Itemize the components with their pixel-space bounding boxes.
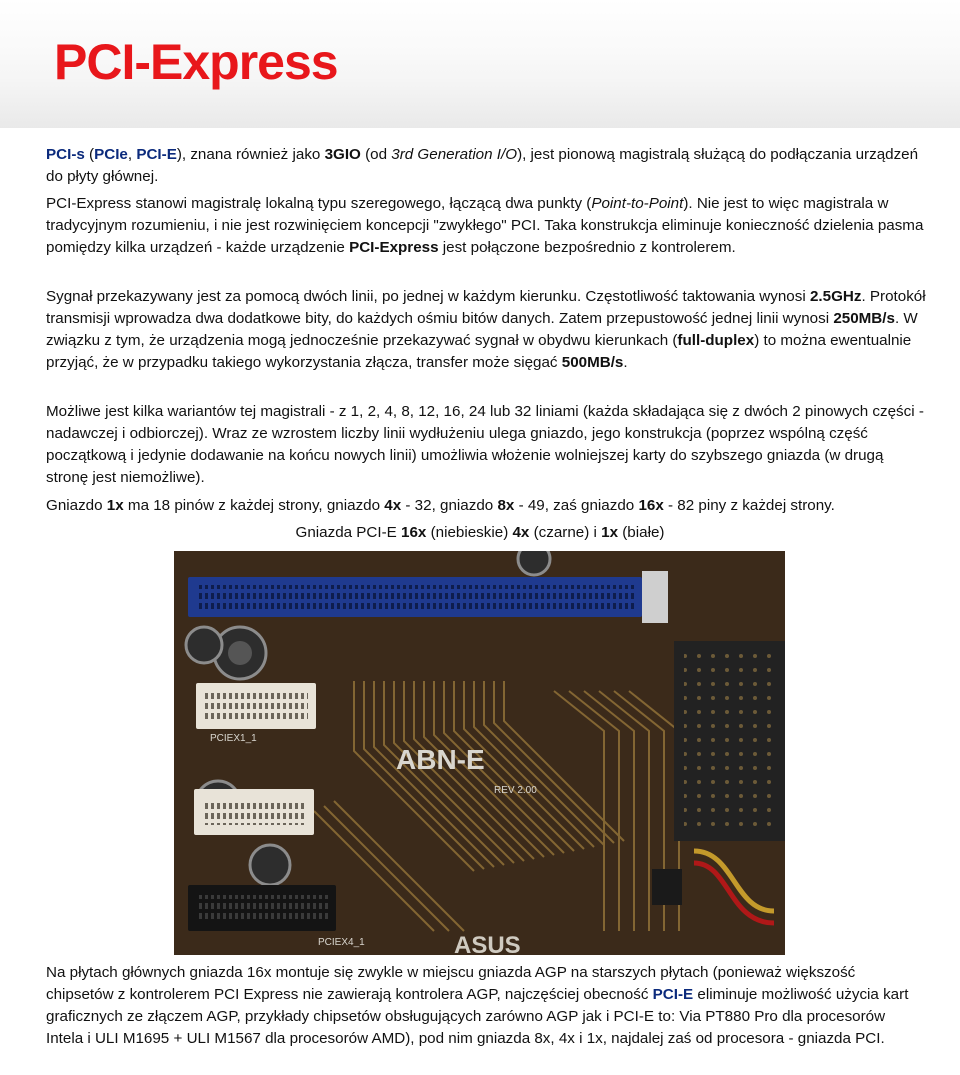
paragraph-variants: Możliwe jest kilka wariantów tej magistrali - z 1, 2, 4, 8, 12, 16, 24 lub 32 liniami (każda składająca się z dwóch 2 pinowych części - nadawczej i odbiorczej). Wraz ze wzrostem liczby linii wydłużeniu ulega gniazdo, jego konstrukcja (poprzez wspólną część początkową i jedynie dodawanie na końcu nowych linii) umożliwia włożenie wolniejszej karty do szybszego gniazda (w drugą stronę jest niemożliwe). — [46, 403, 924, 486]
term-1x: 1x — [106, 497, 124, 514]
text: ), jest pionową magistralą służącą do podłączania urządzeń do płyty głównej. — [46, 146, 919, 185]
pcie-4x-slot — [188, 885, 336, 931]
term-pci-s: PCI-s — [46, 146, 85, 163]
paragraph-architecture — [46, 193, 926, 259]
text: . — [623, 354, 628, 371]
pcie-16x-slot — [188, 571, 668, 623]
term-16x: 16x — [638, 497, 664, 514]
text: jest połączone bezpośrednio z kontrolerem. — [438, 239, 736, 256]
motherboard-photo — [174, 551, 785, 955]
paragraph-agp — [46, 962, 926, 1050]
text: ma 18 pinów z każdej strony, gniazdo — [123, 497, 385, 514]
text: (niebieskie) — [426, 524, 513, 541]
text: eliminuje możliwość użycia kart graficznych ze złączem AGP, przykłady chipsetów obsługujących zarówno AGP jak i PCI-E to: Via PT880 Pro dla procesorów Intela i ULI M1695 + ULI M1567 dla procesorów AMD), pod nim gniazda 8x, 4x i 1x, najdalej zaś od procesora - gniazda PCI. — [46, 986, 909, 1047]
caption-16x: 16x — [401, 524, 427, 541]
paragraph-pins — [46, 495, 926, 517]
text: Gniazdo — [46, 497, 107, 514]
term-4x: 4x — [384, 497, 402, 514]
text: (czarne) i — [529, 524, 602, 541]
text: Sygnał przekazywany jest za pomocą dwóch linii, po jednej w każdym kierunku. Częstotliwość taktowania wynosi — [46, 288, 810, 305]
term-point-to-point: Point-to-Point — [591, 195, 684, 212]
text: ). Nie jest to więc magistrala w tradycyjnym rozumieniu, i nie jest rozwinięciem koncepcji "zwykłego" PCI. Taka konstrukcja eliminuje konieczność dzielenia pasma pomiędzy kilka urządzeń - każde urządzenie — [46, 195, 924, 256]
term-3rd-gen: 3rd Generation I/O — [391, 146, 518, 163]
paragraph-signal — [46, 286, 926, 374]
caption-1x: 1x — [601, 524, 619, 541]
value-frequency: 2.5GHz — [809, 288, 862, 305]
brand-logo: ASUS — [454, 932, 521, 955]
text: - 49, zaś gniazdo — [514, 497, 639, 514]
term-3gio: 3GIO — [324, 146, 361, 163]
term-8x: 8x — [497, 497, 515, 514]
text: . Protokół transmisji wprowadza dwa dodatkowe bity, do każdych ośmiu bitów danych. Zatem przepustowość jednej linii wynosi — [46, 288, 926, 327]
term-pci-e: PCI-E — [136, 146, 177, 163]
pcie-1x-slot-1 — [196, 683, 316, 729]
text: ) to można ewentualnie przyjąć, że w przypadku takiego wykorzystania złącza, transfer może sięgać — [46, 332, 912, 371]
term-pcie: PCIe — [94, 146, 128, 163]
board-revision: REV 2.00 — [494, 785, 537, 796]
paragraph-intro — [46, 144, 926, 188]
text: PCI-Express stanowi magistralę lokalną typu szeregowego, łączącą dwa punkty ( — [46, 195, 592, 212]
text: ), znana również jako — [176, 146, 325, 163]
text: - 82 piny z każdej strony. — [663, 497, 835, 514]
text: , — [127, 146, 137, 163]
term-pci-express: PCI-Express — [349, 239, 439, 256]
slot-label-pciex4: PCIEX4_1 — [318, 937, 365, 948]
page-title: PCI-Express — [54, 34, 338, 90]
value-500mbs: 500MB/s — [561, 354, 624, 371]
board-label: ABN-E — [396, 744, 485, 775]
text: (białe) — [618, 524, 665, 541]
photo-caption — [0, 522, 960, 544]
text: Gniazda PCI-E — [295, 524, 402, 541]
caption-4x: 4x — [512, 524, 530, 541]
text: Na płytach głównych gniazda 16x montuje się zwykle w miejscu gniazda AGP na starszych płytach (ponieważ większość chipsetów z kontrolerem PCI Express nie zawierają kontrolera AGP, najczęściej obecność — [46, 964, 856, 1003]
term-full-duplex: full-duplex — [677, 332, 755, 349]
pcie-1x-slot-2 — [194, 789, 314, 835]
value-250mbs: 250MB/s — [833, 310, 895, 327]
text: - 32, gniazdo — [401, 497, 498, 514]
chipset-heatsink — [674, 641, 785, 841]
term-pci-e-agp: PCI-E — [652, 986, 694, 1003]
slot-label-pciex1: PCIEX1_1 — [210, 733, 257, 744]
text: (od — [360, 146, 392, 163]
text: . W związku z tym, że urządzenia mogą jednocześnie przekazywać sygnał w obydwu kierunkach ( — [46, 310, 918, 349]
text: ( — [84, 146, 95, 163]
